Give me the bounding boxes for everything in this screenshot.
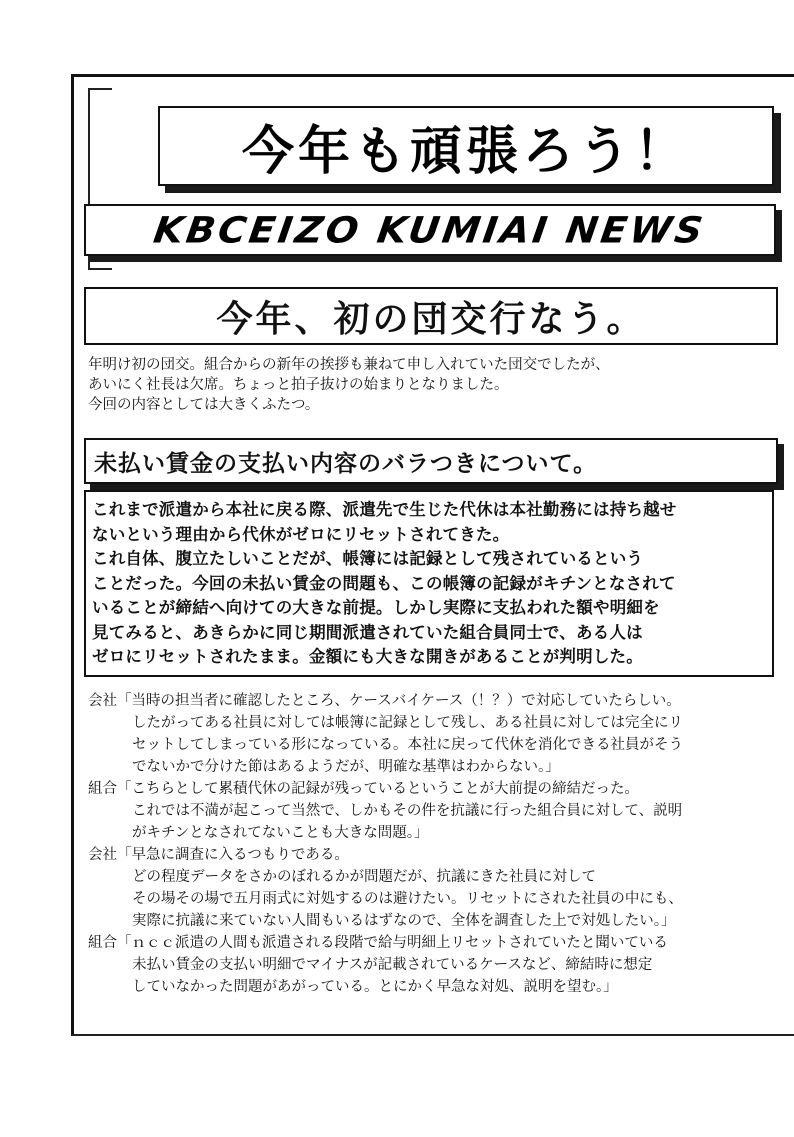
dialogue-line: 「ｎｃｃ派遣の人間も派遣される段階で給与明細上リセットされていたと聞いている — [117, 935, 668, 951]
section-heading-banner — [84, 438, 778, 484]
dialogue-line: がキチンとなされてないことも大きな問題。」 — [132, 825, 429, 841]
summary-line: いることが締結へ向けての大きな前提。しかし実際に支払われた額や明細を — [92, 598, 660, 617]
summary-line: 見てみると、あきらかに同じ期間派遣されていた組合員同士で、ある人は — [92, 622, 643, 642]
newsletter-name: KBCEIZO KUMIAI NEWS — [151, 209, 709, 251]
dialogue-line: これでは不満が起こって当然で、しかもその件を抗議に行った組合員に対して、説明 — [132, 803, 683, 819]
page-frame-left — [71, 74, 74, 1036]
intro-line: 年明け初の団交。組合からの新年の挨拶も兼ねて申し入れていた団交でしたが、 — [88, 357, 610, 373]
summary-line: ことだった。今回の未払い賃金の問題も、この帳簿の記録がキチンとなされて — [92, 573, 676, 593]
dialogue-line: どの程度データをさかのぼれるかが問題だが、抗議にきた社員に対して — [132, 869, 596, 885]
dialogue-line: 「こちらとして累積代休の記録が残っているということが大前提の締結だった。 — [117, 781, 639, 797]
speaker-label: 会社 — [88, 693, 117, 709]
dialogue-section — [88, 690, 788, 998]
dialogue-line: セットしてしまっている形になっている。本社に戻って代休を消化できる社員がそう — [132, 737, 683, 753]
dialogue-entry-company-2 — [88, 844, 788, 932]
summary-box — [84, 490, 774, 677]
intro-line: あいにく社長は欠席。ちょっと拍子抜けの始まりとなりました。 — [88, 377, 509, 393]
speaker-label: 組合 — [88, 935, 117, 951]
intro-line: 今回の内容としては大きくふたつ。 — [88, 397, 320, 413]
dialogue-line: 「早急に調査に入るつもりである。 — [117, 847, 349, 863]
speaker-label: 会社 — [88, 847, 117, 863]
page-frame-bottom — [71, 1034, 794, 1036]
speaker-label: 組合 — [88, 781, 117, 797]
section-heading: 未払い賃金の支払い内容のバラつきについて。 — [94, 450, 598, 477]
headline-banner — [84, 287, 778, 345]
dialogue-line: 実際に抗議に来ていない人間もいるはずなので、全体を調査した上で対処したい。」 — [132, 913, 676, 929]
dialogue-line: 「当時の担当者に確認したところ、ケースバイケース（！？）で対応していたらしい。 — [117, 693, 681, 709]
dialogue-line: その場その場で五月雨式に対処するのは避けたい。リセットにされた社員の中にも、 — [132, 891, 683, 907]
dialogue-line: でないかで分けた節はあるようだが、明確な基準はわからない。」 — [132, 759, 560, 775]
dialogue-entry-union-2 — [88, 932, 788, 998]
dialogue-line: していなかった問題があがっている。とにかく早急な対処、説明を望む。」 — [132, 979, 618, 995]
dialogue-entry-company-1 — [88, 690, 788, 778]
dialogue-entry-union-1 — [88, 778, 788, 844]
page-title: 今年も頑張ろう！ — [241, 121, 690, 182]
title-banner — [158, 106, 774, 186]
headline: 今年、初の団交行なう。 — [216, 298, 646, 340]
summary-line: これ自体、腹立たしいことだが、帳簿には記録として残されているという — [92, 549, 644, 568]
page-frame-top — [72, 74, 794, 77]
summary-line: ないという理由から代休がゼロにリセットされてきた。 — [92, 524, 510, 544]
dialogue-line: したがってある社員に対しては帳簿に記録として残し、ある社員に対しては完全にリ — [132, 715, 683, 731]
newsletter-name-banner — [84, 204, 776, 256]
intro-paragraph — [88, 355, 778, 415]
dialogue-line: 未払い賃金の支払い明細でマイナスが記載されているケースなど、締結時に想定 — [132, 957, 653, 973]
summary-line: これまで派遣から本社に戻る際、派遣先で生じた代休は本社勤務には持ち越せ — [92, 500, 677, 519]
summary-line: ゼロにリセットされたまま。金額にも大きな開きがあることが判明した。 — [92, 647, 643, 666]
